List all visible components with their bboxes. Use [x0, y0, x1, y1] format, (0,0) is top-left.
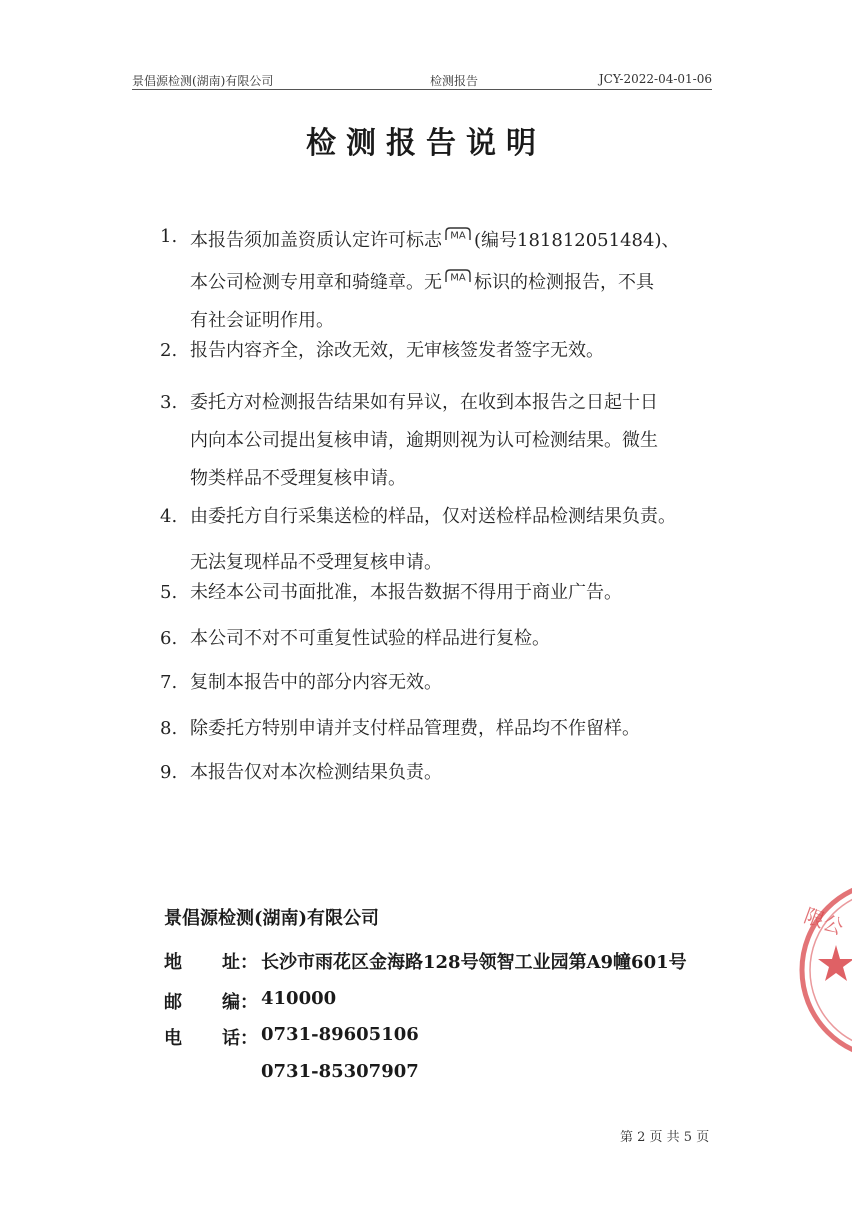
note-line-text: 由委托方自行采集送检的样品，仅对送检样品检测结果负责。	[190, 506, 676, 527]
note-number: 2.	[160, 340, 178, 361]
phone-label-2: 话：	[222, 1028, 258, 1049]
note-line-text: 物类样品不受理复核申请。	[190, 468, 406, 489]
note-line-text: 无法复现样品不受理复核申请。	[190, 552, 442, 573]
note-line-text: (编号181812051484)、	[474, 230, 680, 251]
note-line-text: 本报告仅对本次检测结果负责。	[190, 762, 442, 783]
ma-certification-icon	[444, 260, 472, 284]
header-rule	[132, 89, 712, 90]
note-number: 7.	[160, 672, 178, 693]
svg-text:MA: MA	[450, 272, 466, 284]
note-line	[190, 710, 720, 748]
note-text	[190, 664, 720, 702]
note-number: 5.	[160, 582, 178, 603]
note-text	[190, 754, 720, 792]
note-line	[190, 574, 720, 612]
note-text	[190, 710, 720, 748]
seal-icon	[790, 875, 852, 1065]
svg-text:MA: MA	[450, 230, 466, 242]
note-number: 6.	[160, 628, 178, 649]
note-text	[190, 498, 720, 582]
note-line-text: 未经本公司书面批准，本报告数据不得用于商业广告。	[190, 582, 622, 603]
note-line	[190, 384, 720, 422]
note-text	[190, 218, 720, 340]
header-report-code: JCY-2022-04-01-06	[598, 72, 712, 86]
phone-value-2: 0731-85307907	[261, 1061, 419, 1082]
svg-text:限公: 限公	[800, 903, 847, 940]
address-value: 长沙市雨花区金海路128号领智工业园第A9幢601号	[261, 952, 687, 973]
page-title: 检测报告说明	[306, 126, 546, 161]
note-line	[190, 422, 720, 460]
ma-certification-icon	[444, 218, 472, 242]
note-line-text: 标识的检测报告，不具	[474, 272, 654, 293]
note-line-text: 除委托方特别申请并支付样品管理费，样品均不作留样。	[190, 718, 640, 739]
note-line-text: 本公司不对不可重复性试验的样品进行复检。	[190, 628, 550, 649]
note-line-text: 委托方对检测报告结果如有异议，在收到本报告之日起十日	[190, 392, 658, 413]
header-company: 景倡源检测(湖南)有限公司	[132, 74, 274, 88]
note-text	[190, 574, 720, 612]
company-seal-stamp	[790, 875, 852, 1065]
note-line	[190, 620, 720, 658]
postcode-label-1: 邮	[164, 992, 182, 1013]
note-number: 8.	[160, 718, 178, 739]
contact-company: 景倡源检测(湖南)有限公司	[164, 908, 380, 929]
note-line	[190, 460, 720, 498]
note-line-text: 本报告须加盖资质认定许可标志	[190, 230, 442, 251]
postcode-value: 410000	[261, 988, 337, 1009]
note-line	[190, 664, 720, 702]
note-line	[190, 332, 720, 370]
note-number: 3.	[160, 392, 178, 413]
phone-value-1: 0731-89605106	[261, 1024, 419, 1045]
note-number: 9.	[160, 762, 178, 783]
note-number: 1.	[160, 226, 178, 247]
note-line-text: 本公司检测专用章和骑缝章。无	[190, 272, 442, 293]
header-report-type: 检测报告	[430, 74, 479, 88]
postcode-label-2: 编：	[222, 992, 258, 1013]
page-number: 第 2 页 共 5 页	[620, 1130, 710, 1145]
contact-company-row	[164, 904, 379, 930]
note-line	[190, 218, 720, 260]
note-number: 4.	[160, 506, 178, 527]
address-label-1: 地	[164, 952, 182, 973]
note-line	[190, 260, 720, 302]
note-line-text: 内向本公司提出复核申请，逾期则视为认可检测结果。微生	[190, 430, 658, 451]
note-line-text: 复制本报告中的部分内容无效。	[190, 672, 442, 693]
note-line-text: 报告内容齐全，涂改无效，无审核签发者签字无效。	[190, 340, 604, 361]
note-text	[190, 332, 720, 370]
note-text	[190, 384, 720, 498]
phone-label-1: 电	[164, 1028, 182, 1049]
note-line-text: 有社会证明作用。	[190, 310, 334, 331]
note-line	[190, 498, 720, 536]
address-label-2: 址：	[222, 952, 258, 973]
note-text	[190, 620, 720, 658]
note-line	[190, 754, 720, 792]
